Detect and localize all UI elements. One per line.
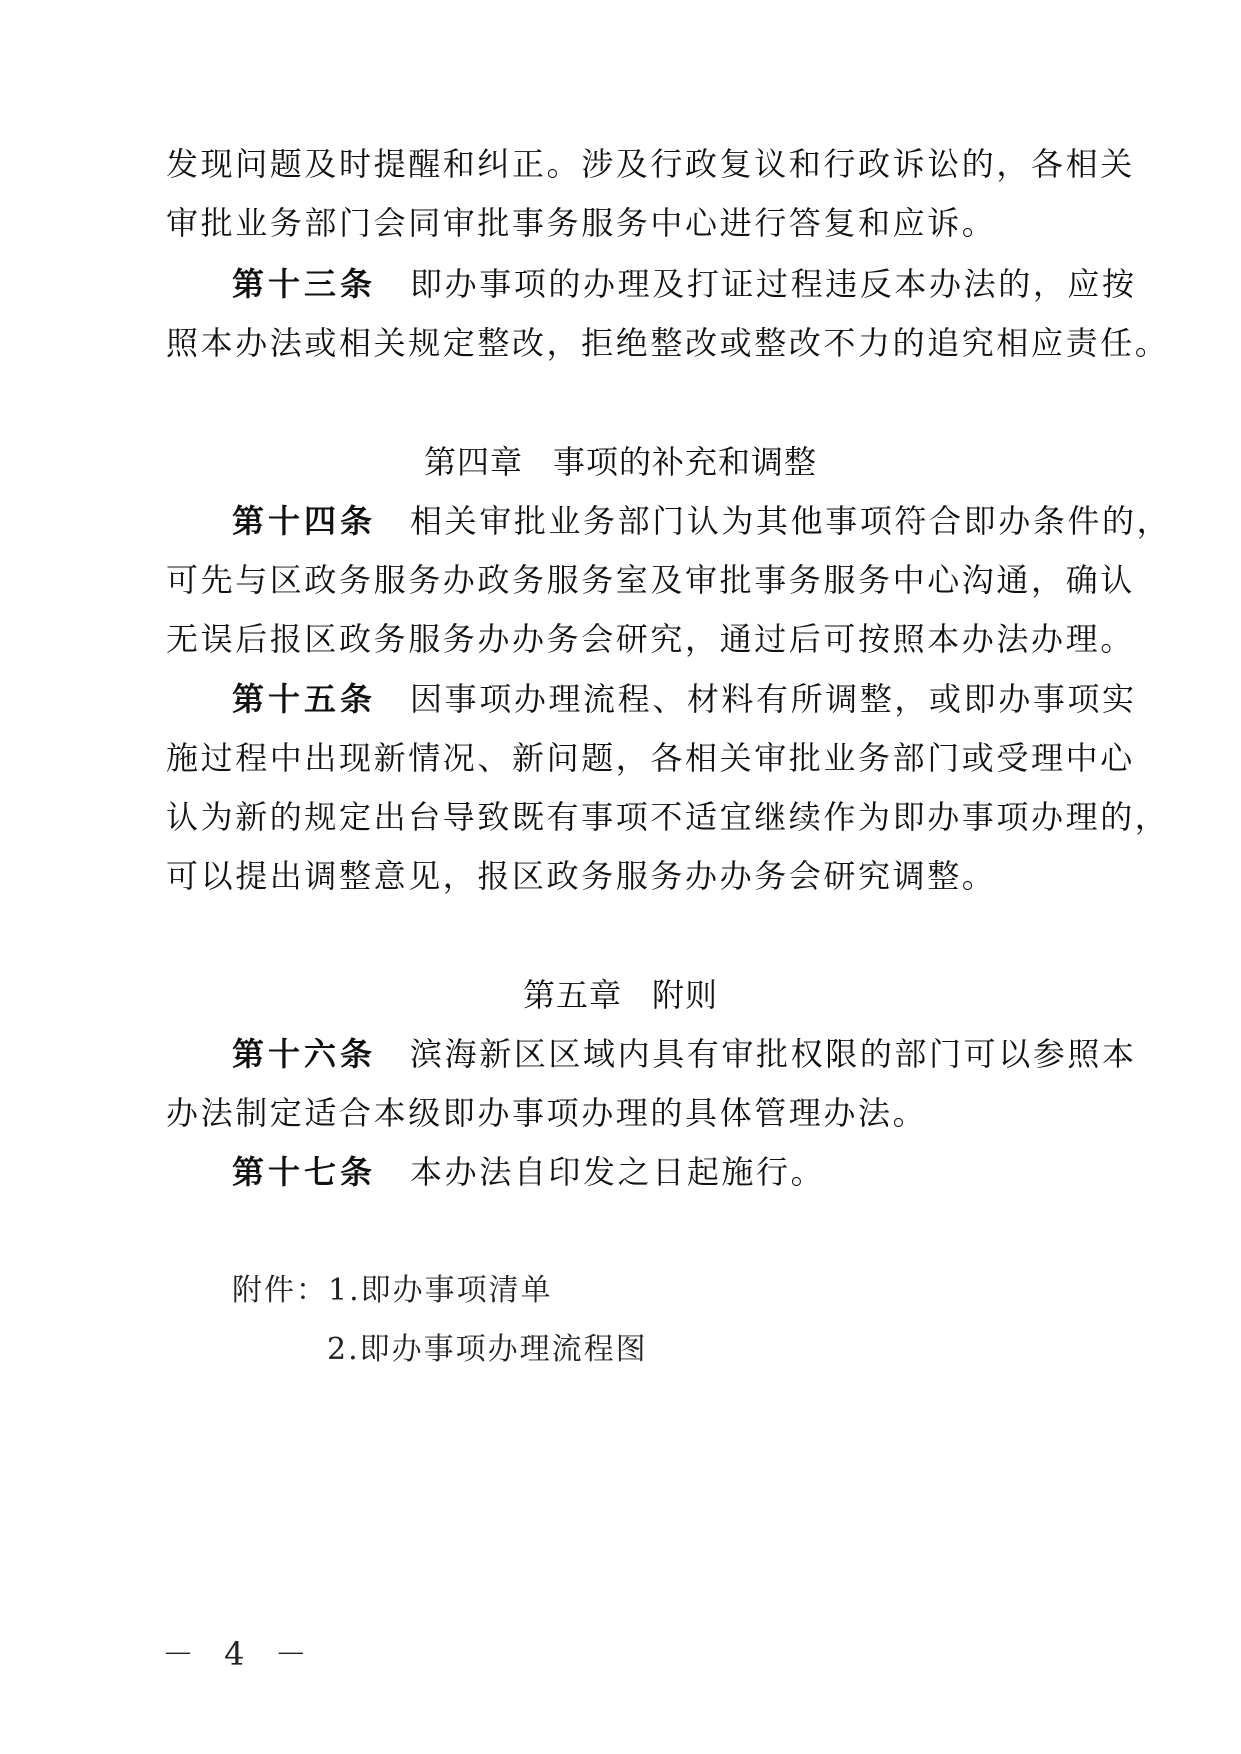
body-line: 照本办法或相关规定整改，拒绝整改或整改不力的追究相应责任。 (166, 324, 1170, 362)
chapter-4-title: 事项的补充和调整 (553, 443, 818, 481)
body-line: 可以提出调整意见，报区政务服务办办务会研究调整。 (166, 857, 997, 895)
chapter-4-number: 第四章 (423, 443, 523, 481)
chapter-4-heading (0, 442, 1241, 482)
attachment-label: 附件： (232, 1273, 328, 1308)
page-number: － 4 － (162, 1635, 317, 1673)
body-line: 无误后报区政务服务办办务会研究，通过后可按照本办法办理。 (166, 620, 1135, 658)
body-line: 办法制定适合本级即办事项办理的具体管理办法。 (166, 1094, 928, 1132)
article-15 (232, 679, 1137, 719)
article-14-label: 第十四条 (232, 502, 377, 540)
chapter-5-title: 附则 (652, 976, 719, 1014)
article-13-label: 第十三条 (232, 265, 377, 303)
attachment-item-1: 1.即办事项清单 (328, 1273, 553, 1308)
article-14 (232, 501, 1172, 541)
attachment-1 (232, 1271, 553, 1311)
attachment-item-2: 2.即办事项办理流程图 (327, 1332, 648, 1367)
article-15-text: 因事项办理流程、材料有所调整，或即办事项实 (410, 680, 1137, 718)
chapter-5-heading (0, 975, 1241, 1015)
body-line: 发现问题及时提醒和纠正。涉及行政复议和行政诉讼的，各相关 (166, 145, 1135, 183)
article-16-label: 第十六条 (232, 1035, 377, 1073)
article-13 (232, 264, 1137, 304)
article-16 (232, 1034, 1137, 1074)
body-line: 认为新的规定出台导致既有事项不适宜继续作为即办事项办理的， (166, 798, 1170, 836)
article-14-text: 相关审批业务部门认为其他事项符合即办条件的， (410, 502, 1172, 540)
article-13-text: 即办事项的办理及打证过程违反本办法的，应按 (410, 265, 1137, 303)
chapter-5-number: 第五章 (522, 976, 622, 1014)
article-17-text: 本办法自印发之日起施行。 (410, 1153, 826, 1191)
article-16-text: 滨海新区区域内具有审批权限的部门可以参照本 (410, 1035, 1137, 1073)
article-17 (232, 1152, 1090, 1192)
article-15-label: 第十五条 (232, 680, 377, 718)
article-17-label: 第十七条 (232, 1153, 377, 1191)
body-line: 审批业务部门会同审批事务服务中心进行答复和应诉。 (166, 204, 997, 242)
body-line: 施过程中出现新情况、新问题，各相关审批业务部门或受理中心 (166, 739, 1135, 777)
body-line: 可先与区政务服务办政务服务室及审批事务服务中心沟通，确认 (166, 561, 1135, 599)
